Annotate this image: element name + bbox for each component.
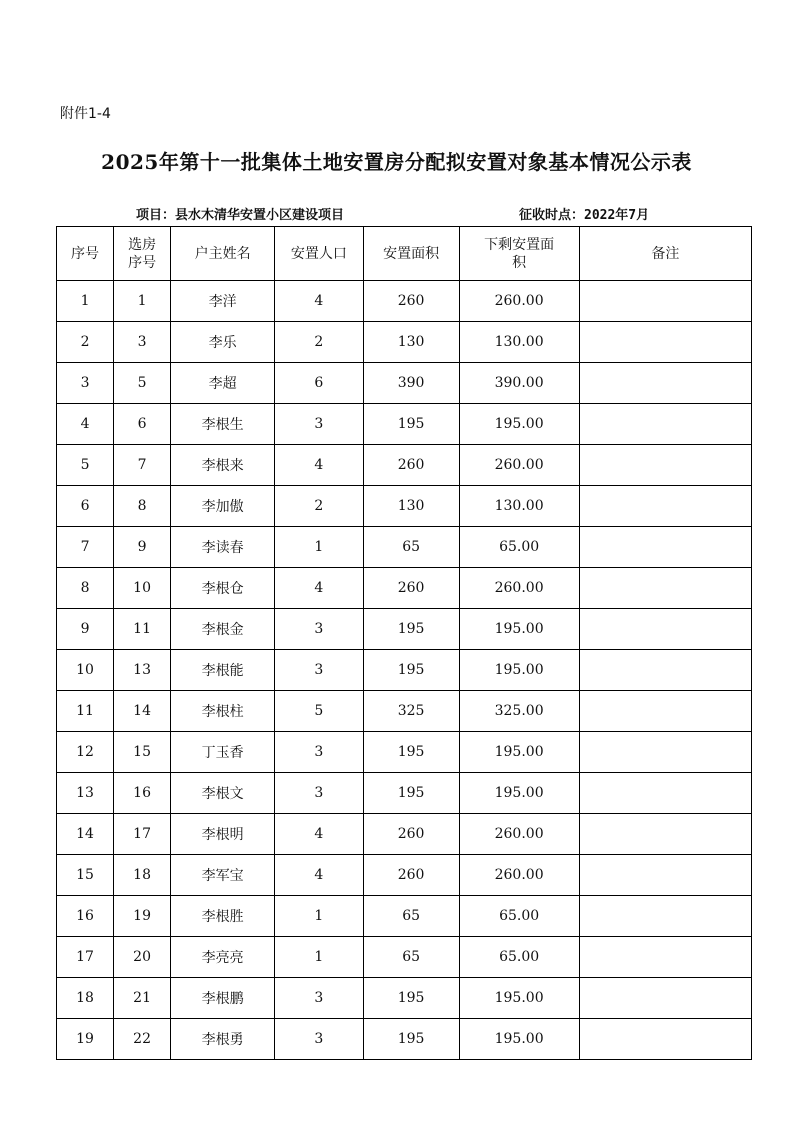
table-body xyxy=(57,281,752,1060)
cell-pick-no: 13 xyxy=(114,650,171,691)
cell-serial-no: 11 xyxy=(57,691,114,732)
cell-area: 195 xyxy=(363,978,459,1019)
cell-area: 195 xyxy=(363,773,459,814)
cell-population: 4 xyxy=(275,814,364,855)
cell-area: 130 xyxy=(363,322,459,363)
cell-remaining-area: 195.00 xyxy=(459,609,579,650)
cell-area: 65 xyxy=(363,937,459,978)
table-row xyxy=(57,445,752,486)
cell-pick-no: 14 xyxy=(114,691,171,732)
cell-household-name: 李根明 xyxy=(171,814,275,855)
cell-household-name: 李超 xyxy=(171,363,275,404)
cell-serial-no: 12 xyxy=(57,732,114,773)
attachment-label: 附件1-4 xyxy=(60,106,111,122)
cell-population: 3 xyxy=(275,732,364,773)
table-row xyxy=(57,814,752,855)
table-row xyxy=(57,527,752,568)
cell-serial-no: 14 xyxy=(57,814,114,855)
cell-remaining-area: 65.00 xyxy=(459,937,579,978)
cell-area: 65 xyxy=(363,527,459,568)
cell-serial-no: 1 xyxy=(57,281,114,322)
cell-population: 1 xyxy=(275,896,364,937)
cell-remaining-area: 130.00 xyxy=(459,486,579,527)
table-row xyxy=(57,281,752,322)
cell-remarks xyxy=(579,814,751,855)
cell-household-name: 李根柱 xyxy=(171,691,275,732)
cell-household-name: 李军宝 xyxy=(171,855,275,896)
cell-remarks xyxy=(579,732,751,773)
cell-area: 260 xyxy=(363,814,459,855)
header-serial-no: 序号 xyxy=(57,227,114,281)
header-household-name: 户主姓名 xyxy=(171,227,275,281)
cell-pick-no: 11 xyxy=(114,609,171,650)
cell-remarks xyxy=(579,527,751,568)
cell-remarks xyxy=(579,363,751,404)
cell-area: 195 xyxy=(363,650,459,691)
cell-remaining-area: 65.00 xyxy=(459,527,579,568)
cell-pick-no: 1 xyxy=(114,281,171,322)
cell-remaining-area: 130.00 xyxy=(459,322,579,363)
table-row xyxy=(57,322,752,363)
cell-remarks xyxy=(579,404,751,445)
cell-serial-no: 2 xyxy=(57,322,114,363)
cell-household-name: 李根胜 xyxy=(171,896,275,937)
cell-population: 3 xyxy=(275,609,364,650)
cell-remarks xyxy=(579,1019,751,1060)
cell-remaining-area: 195.00 xyxy=(459,978,579,1019)
cell-remarks xyxy=(579,691,751,732)
cell-serial-no: 18 xyxy=(57,978,114,1019)
cell-pick-no: 9 xyxy=(114,527,171,568)
table-header-row xyxy=(57,227,752,281)
table-row xyxy=(57,363,752,404)
cell-household-name: 李加傲 xyxy=(171,486,275,527)
cell-remarks xyxy=(579,937,751,978)
cell-pick-no: 10 xyxy=(114,568,171,609)
cell-household-name: 李亮亮 xyxy=(171,937,275,978)
cell-remaining-area: 390.00 xyxy=(459,363,579,404)
allocation-table xyxy=(56,226,752,1060)
cell-area: 260 xyxy=(363,855,459,896)
cell-population: 4 xyxy=(275,568,364,609)
cell-population: 4 xyxy=(275,281,364,322)
cell-household-name: 李根鹏 xyxy=(171,978,275,1019)
cell-population: 3 xyxy=(275,1019,364,1060)
cell-pick-no: 22 xyxy=(114,1019,171,1060)
cell-pick-no: 15 xyxy=(114,732,171,773)
table-row xyxy=(57,609,752,650)
table-row xyxy=(57,486,752,527)
cell-pick-no: 20 xyxy=(114,937,171,978)
cell-population: 4 xyxy=(275,445,364,486)
cell-pick-no: 6 xyxy=(114,404,171,445)
cell-household-name: 丁玉香 xyxy=(171,732,275,773)
table-row xyxy=(57,855,752,896)
cell-population: 3 xyxy=(275,978,364,1019)
cell-remaining-area: 260.00 xyxy=(459,855,579,896)
cell-serial-no: 13 xyxy=(57,773,114,814)
cell-serial-no: 7 xyxy=(57,527,114,568)
table-row xyxy=(57,650,752,691)
cell-remarks xyxy=(579,896,751,937)
cell-serial-no: 19 xyxy=(57,1019,114,1060)
cell-remaining-area: 260.00 xyxy=(459,814,579,855)
cell-remaining-area: 195.00 xyxy=(459,1019,579,1060)
cell-population: 1 xyxy=(275,937,364,978)
header-population: 安置人口 xyxy=(275,227,364,281)
cell-area: 195 xyxy=(363,404,459,445)
cell-remaining-area: 195.00 xyxy=(459,404,579,445)
cell-serial-no: 15 xyxy=(57,855,114,896)
cell-pick-no: 7 xyxy=(114,445,171,486)
cell-population: 3 xyxy=(275,773,364,814)
cell-area: 65 xyxy=(363,896,459,937)
cell-remarks xyxy=(579,281,751,322)
cell-serial-no: 4 xyxy=(57,404,114,445)
cell-remarks xyxy=(579,650,751,691)
cell-household-name: 李根勇 xyxy=(171,1019,275,1060)
cell-area: 260 xyxy=(363,568,459,609)
cell-household-name: 李根生 xyxy=(171,404,275,445)
cell-household-name: 李洋 xyxy=(171,281,275,322)
cell-remarks xyxy=(579,609,751,650)
cell-serial-no: 6 xyxy=(57,486,114,527)
cell-population: 4 xyxy=(275,855,364,896)
cell-area: 130 xyxy=(363,486,459,527)
cell-area: 195 xyxy=(363,732,459,773)
cell-area: 390 xyxy=(363,363,459,404)
cell-household-name: 李根金 xyxy=(171,609,275,650)
cell-area: 260 xyxy=(363,281,459,322)
cell-population: 5 xyxy=(275,691,364,732)
table-row xyxy=(57,937,752,978)
table-row xyxy=(57,978,752,1019)
cell-serial-no: 16 xyxy=(57,896,114,937)
cell-remarks xyxy=(579,773,751,814)
header-remaining-area: 下剩安置面积 xyxy=(459,227,579,281)
cell-serial-no: 3 xyxy=(57,363,114,404)
table-row xyxy=(57,568,752,609)
cell-population: 6 xyxy=(275,363,364,404)
cell-remarks xyxy=(579,322,751,363)
cell-remaining-area: 260.00 xyxy=(459,445,579,486)
table-row xyxy=(57,404,752,445)
cell-remaining-area: 260.00 xyxy=(459,281,579,322)
cell-pick-no: 3 xyxy=(114,322,171,363)
cell-household-name: 李根仓 xyxy=(171,568,275,609)
cell-pick-no: 21 xyxy=(114,978,171,1019)
cell-remarks xyxy=(579,978,751,1019)
cell-remaining-area: 260.00 xyxy=(459,568,579,609)
table-row xyxy=(57,896,752,937)
cell-household-name: 李乐 xyxy=(171,322,275,363)
cell-area: 325 xyxy=(363,691,459,732)
cell-population: 1 xyxy=(275,527,364,568)
cell-pick-no: 8 xyxy=(114,486,171,527)
header-remarks: 备注 xyxy=(579,227,751,281)
cell-area: 260 xyxy=(363,445,459,486)
page-title: 2025年第十一批集体土地安置房分配拟安置对象基本情况公示表 xyxy=(101,150,692,174)
table-row xyxy=(57,773,752,814)
cell-serial-no: 17 xyxy=(57,937,114,978)
cell-household-name: 李读春 xyxy=(171,527,275,568)
header-pick-no: 选房序号 xyxy=(114,227,171,281)
cell-population: 3 xyxy=(275,404,364,445)
cell-remarks xyxy=(579,568,751,609)
time-label: 征收时点：2022年7月 xyxy=(519,208,650,223)
cell-population: 3 xyxy=(275,650,364,691)
cell-remaining-area: 195.00 xyxy=(459,732,579,773)
cell-area: 195 xyxy=(363,609,459,650)
cell-remaining-area: 325.00 xyxy=(459,691,579,732)
cell-pick-no: 19 xyxy=(114,896,171,937)
cell-remaining-area: 65.00 xyxy=(459,896,579,937)
cell-household-name: 李根文 xyxy=(171,773,275,814)
cell-population: 2 xyxy=(275,322,364,363)
cell-area: 195 xyxy=(363,1019,459,1060)
cell-serial-no: 8 xyxy=(57,568,114,609)
cell-remaining-area: 195.00 xyxy=(459,650,579,691)
cell-remarks xyxy=(579,445,751,486)
cell-serial-no: 9 xyxy=(57,609,114,650)
cell-remaining-area: 195.00 xyxy=(459,773,579,814)
table-row xyxy=(57,691,752,732)
cell-pick-no: 18 xyxy=(114,855,171,896)
cell-household-name: 李根来 xyxy=(171,445,275,486)
cell-household-name: 李根能 xyxy=(171,650,275,691)
project-label: 项目：县水木清华安置小区建设项目 xyxy=(136,208,345,223)
cell-serial-no: 5 xyxy=(57,445,114,486)
cell-pick-no: 16 xyxy=(114,773,171,814)
cell-pick-no: 17 xyxy=(114,814,171,855)
header-area: 安置面积 xyxy=(363,227,459,281)
cell-remarks xyxy=(579,855,751,896)
cell-pick-no: 5 xyxy=(114,363,171,404)
table-row xyxy=(57,1019,752,1060)
table-row xyxy=(57,732,752,773)
cell-serial-no: 10 xyxy=(57,650,114,691)
cell-population: 2 xyxy=(275,486,364,527)
cell-remarks xyxy=(579,486,751,527)
